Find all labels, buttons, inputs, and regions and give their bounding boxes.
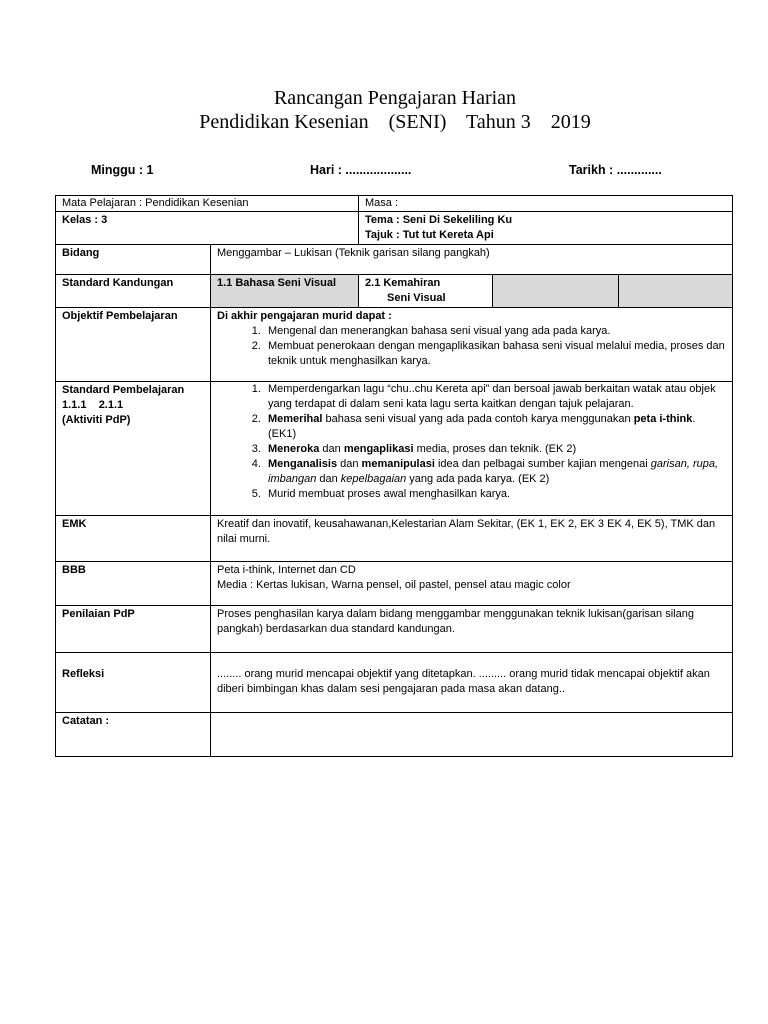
catatan-label: Catatan : (56, 713, 211, 757)
list-item: 5. Murid membuat proses awal menghasilkan karya. (264, 487, 726, 502)
bbb-line-2: Media : Kertas lukisan, Warna pensel, oil pastel, pensel atau magic color (217, 579, 571, 591)
document-title: Rancangan Pengajaran Harian (273, 87, 517, 109)
empty-shaded-cell (493, 275, 619, 308)
table-row (56, 713, 733, 757)
list-item: 2. Membuat penerokaan dengan mengaplikasikan bahasa seni visual melalui media, proses dan teknik untuk menghasilkan karya. (264, 339, 726, 369)
penilaian-label: Penilaian PdP (56, 606, 211, 653)
empty-shaded-cell (619, 275, 733, 308)
list-item: 2. Memerihal bahasa seni visual yang ada pada contoh karya menggunakan peta i-think. (EK1) (264, 412, 726, 442)
mata-pelajaran-field: Mata Pelajaran : Pendidikan Kesenian (62, 197, 249, 209)
list-item: 1. Mengenal dan menerangkan bahasa seni visual yang ada pada karya. (264, 324, 726, 339)
objektif-intro: Di akhir pengajaran murid dapat : (217, 310, 392, 322)
table-row (56, 308, 733, 382)
bbb-label: BBB (56, 562, 211, 606)
tarikh-field: Tarikh : ............. (569, 163, 662, 177)
standard-kandungan-2: 2.1 Kemahiran Seni Visual (359, 275, 493, 308)
bidang-label: Bidang (56, 245, 211, 275)
objektif-list (217, 324, 726, 369)
refleksi-label: Refleksi (56, 653, 211, 713)
catatan-value (211, 713, 733, 757)
penilaian-value: Proses penghasilan karya dalam bidang menggambar menggunakan teknik lukisan(garisan silang pangkah) berdasarkan dua standard kandungan. (211, 606, 733, 653)
standard-pembelajaran-label: Standard Pembelajaran (62, 384, 185, 396)
list-item: 3. Meneroka dan mengaplikasi media, proses dan teknik. (EK 2) (264, 442, 726, 457)
tema-field: Tema : Seni Di Sekeliling Ku (365, 214, 513, 226)
table-row (56, 516, 733, 562)
standard-kandungan-1: 1.1 Bahasa Seni Visual (211, 275, 359, 308)
table-row (56, 606, 733, 653)
minggu-field: Minggu : 1 (91, 163, 154, 177)
list-item: 4. Menganalisis dan memanipulasi idea dan pelbagai sumber kajian mengenai garisan, rupa, imbangan dan kepelbagaian yang ada pada karya. (EK 2) (264, 457, 726, 487)
table-row (56, 275, 733, 308)
table-row (56, 653, 733, 713)
aktiviti-label: (Aktiviti PdP) (62, 414, 131, 426)
table-row (56, 562, 733, 606)
refleksi-value: ........ orang murid mencapai objektif yang ditetapkan. ......... orang murid tidak mencapai objektif akan diberi bimbingan khas dalam sesi pengajaran pada masa akan datang.. (211, 653, 733, 713)
kelas-field: Kelas : 3 (62, 214, 108, 226)
standard-kandungan-label: Standard Kandungan (56, 275, 211, 308)
standard-pembelajaran-codes: 1.1.1 2.1.1 (62, 399, 124, 411)
table-row (56, 196, 733, 212)
table-row (56, 212, 733, 245)
objektif-label: Objektif Pembelajaran (56, 308, 211, 382)
tajuk-field: Tajuk : Tut tut Kereta Api (365, 229, 494, 241)
lesson-plan-table (55, 195, 733, 757)
document-subtitle: Pendidikan Kesenian (SENI) Tahun 3 2019 (199, 111, 591, 133)
emk-label: EMK (56, 516, 211, 562)
masa-field: Masa : (365, 197, 399, 209)
table-row (56, 382, 733, 516)
bbb-line-1: Peta i-think, Internet dan CD (217, 564, 356, 576)
aktiviti-list (217, 382, 726, 502)
hari-field: Hari : ................... (310, 163, 412, 177)
bidang-value: Menggambar – Lukisan (Teknik garisan silang pangkah) (211, 245, 733, 275)
list-item: 1. Memperdengarkan lagu “chu..chu Kereta api” dan bersoal jawab berkaitan watak atau objek yang terdapat di dalam seni kata lagu serta kaitkan dengan tajuk pelajaran. (264, 382, 726, 412)
emk-value: Kreatif dan inovatif, keusahawanan,Kelestarian Alam Sekitar, (EK 1, EK 2, EK 3 EK 4, EK 5), TMK dan nilai murni. (211, 516, 733, 562)
table-row (56, 245, 733, 275)
